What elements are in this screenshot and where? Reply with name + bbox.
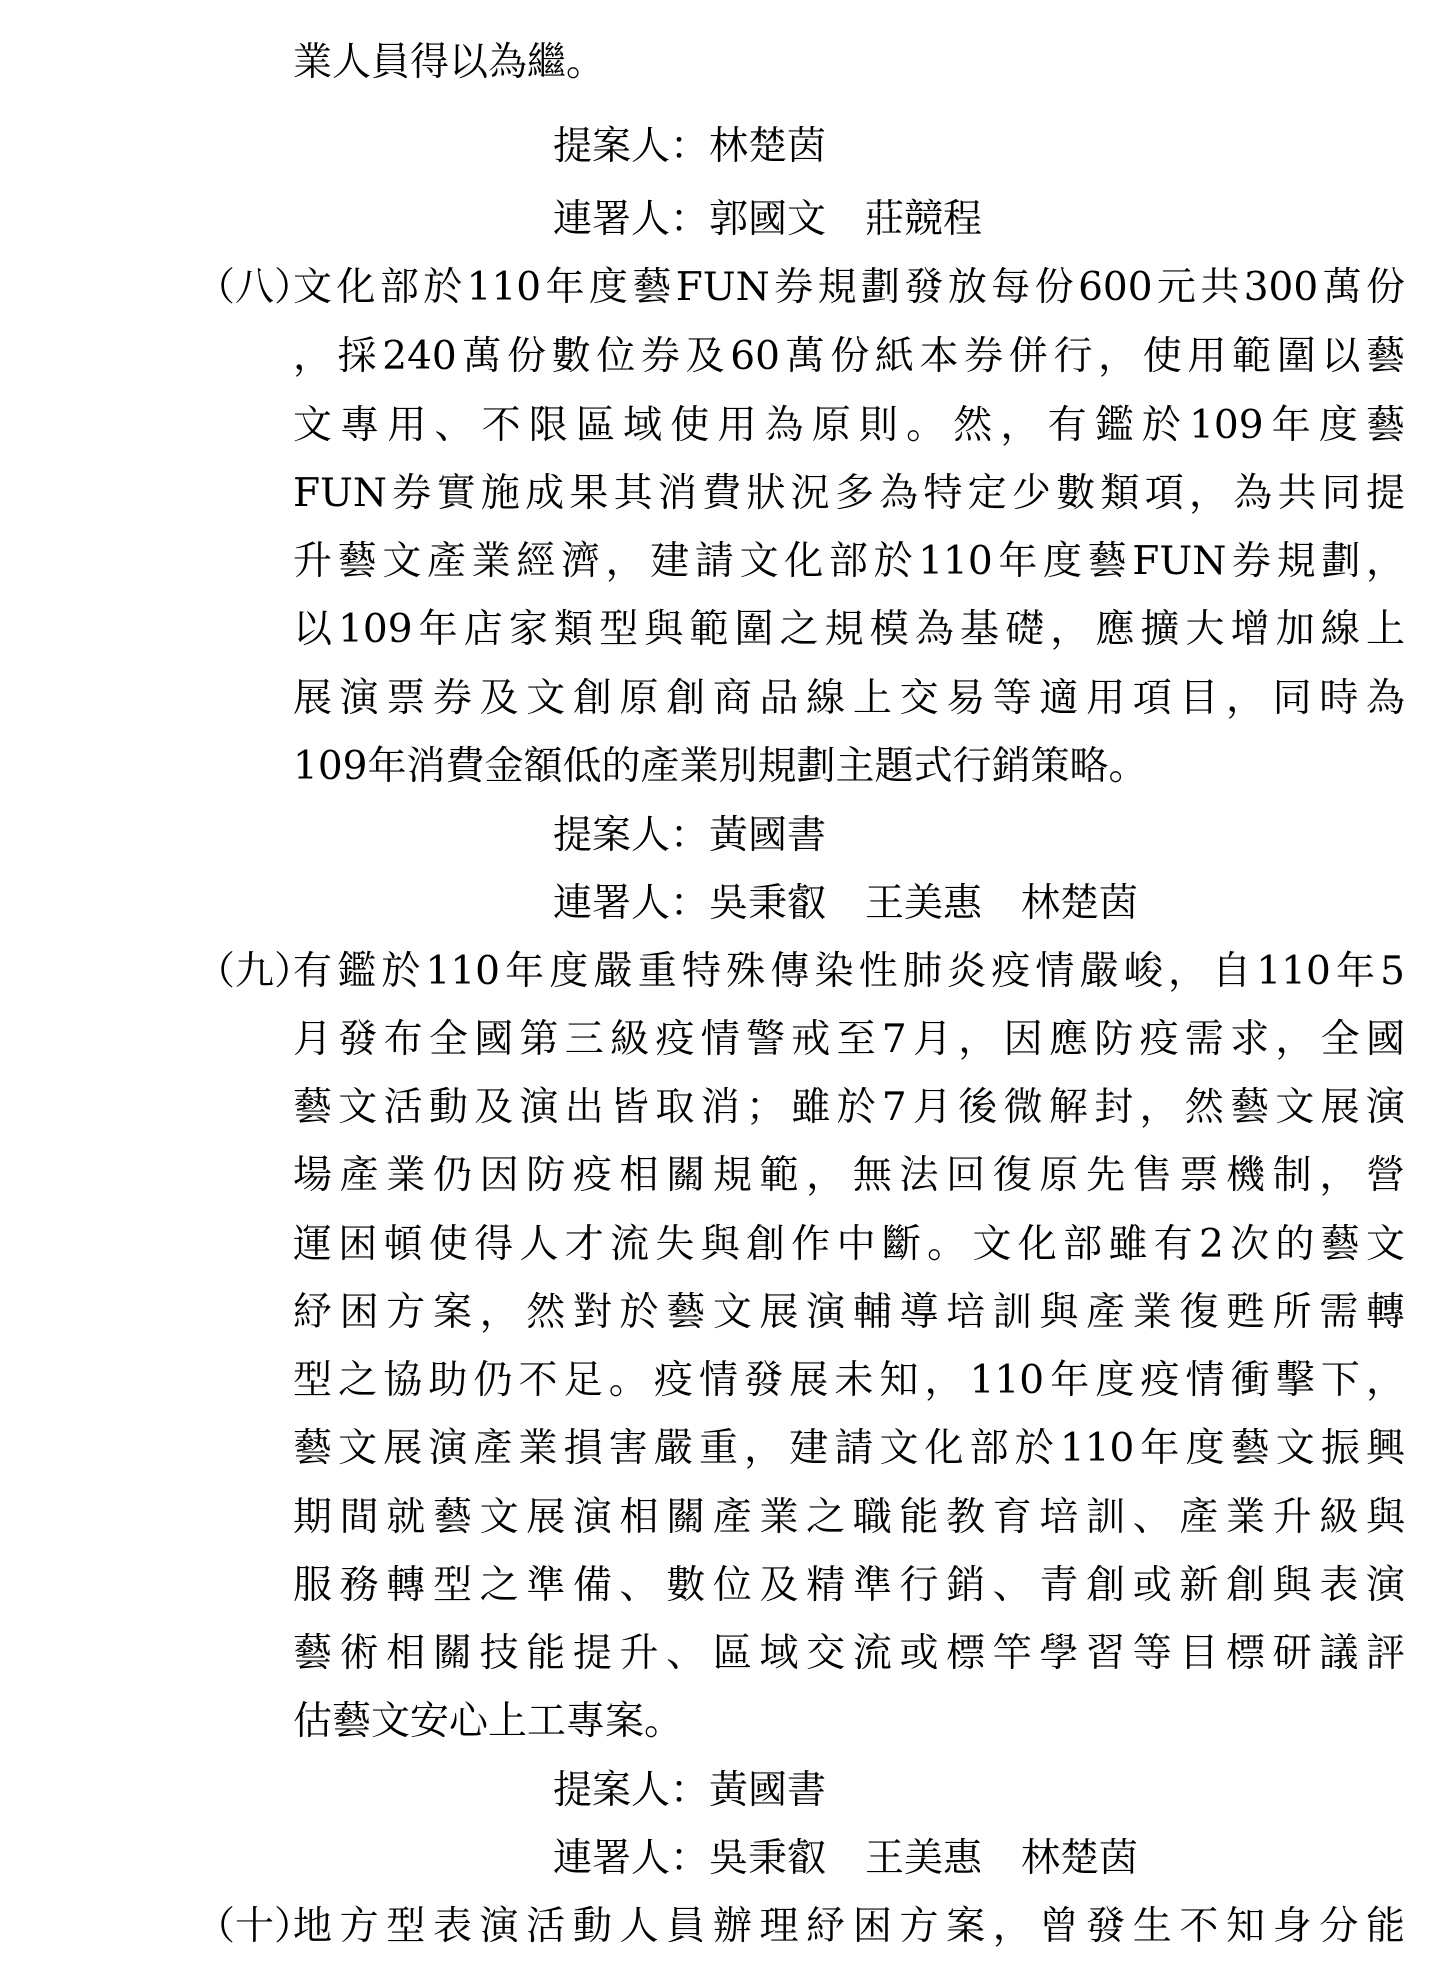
item-8-line-8: 109年消費金額低的產業別規劃主題式行銷策略。 xyxy=(293,744,1148,789)
item-8-line-4: FUN券實施成果其消費狀況多為特定少數類項，為共同提 xyxy=(293,471,1405,516)
item-9-line-7: 型之協助仍不足。疫情發展未知，110年度疫情衝擊下， xyxy=(293,1358,1405,1403)
item-9-line-8: 藝文展演產業損害嚴重，建請文化部於110年度藝文振興 xyxy=(293,1426,1405,1471)
item-8-line-1: 文化部於110年度藝FUN券規劃發放每份600元共300萬份 xyxy=(293,265,1405,310)
item-9-line-9: 期間就藝文展演相關產業之職能教育培訓、產業升級與 xyxy=(293,1495,1405,1540)
item-8-line-3: 文專用、不限區域使用為原則。然，有鑑於109年度藝 xyxy=(293,403,1405,448)
item-9-line-11: 藝術相關技能提升、區域交流或標竿學習等目標研議評 xyxy=(293,1631,1405,1676)
item-8-line-7: 展演票券及文創原創商品線上交易等適用項目，同時為 xyxy=(293,676,1405,721)
item-8-proposer: 提案人：黃國書 xyxy=(553,813,827,858)
item-9-line-6: 紓困方案，然對於藝文展演輔導培訓與產業復甦所需轉 xyxy=(293,1290,1405,1335)
item-9-line-3: 藝文活動及演出皆取消；雖於7月後微解封，然藝文展演 xyxy=(293,1085,1405,1130)
item-9-cosigners: 連署人：吳秉叡 王美惠 林楚茵 xyxy=(553,1836,1139,1881)
item-9-line-10: 服務轉型之準備、數位及精準行銷、青創或新創與表演 xyxy=(293,1563,1405,1608)
item-8-line-2: ，採240萬份數位券及60萬份紙本券併行，使用範圍以藝 xyxy=(293,334,1405,379)
item-8-line-5: 升藝文產業經濟，建請文化部於110年度藝FUN券規劃， xyxy=(293,539,1405,584)
item-label-8: （八） xyxy=(196,265,314,310)
item-9-line-4: 場產業仍因防疫相關規範，無法回復原先售票機制，營 xyxy=(293,1153,1405,1198)
item-8-cosigners: 連署人：吳秉叡 王美惠 林楚茵 xyxy=(553,881,1139,926)
item-8-line-6: 以109年店家類型與範圍之規模為基礎，應擴大增加線上 xyxy=(293,607,1405,652)
item-label-9: （九） xyxy=(196,949,314,994)
item-10-line-1: 地方型表演活動人員辦理紓困方案，曾發生不知身分能 xyxy=(293,1904,1405,1949)
item-label-10: （十） xyxy=(196,1904,314,1949)
item-9-line-2: 月發布全國第三級疫情警戒至7月，因應防疫需求，全國 xyxy=(293,1017,1405,1062)
item-9-line-5: 運困頓使得人才流失與創作中斷。文化部雖有2次的藝文 xyxy=(293,1222,1405,1267)
cosigners-line: 連署人：郭國文 莊競程 xyxy=(553,197,983,242)
proposer-line: 提案人：林楚茵 xyxy=(553,124,827,169)
item-9-line-1: 有鑑於110年度嚴重特殊傳染性肺炎疫情嚴峻，自110年5 xyxy=(293,949,1405,994)
continuation-line: 業人員得以為繼。 xyxy=(293,40,606,85)
item-9-line-12: 估藝文安心上工專案。 xyxy=(293,1699,684,1744)
item-9-proposer: 提案人：黃國書 xyxy=(553,1768,827,1813)
